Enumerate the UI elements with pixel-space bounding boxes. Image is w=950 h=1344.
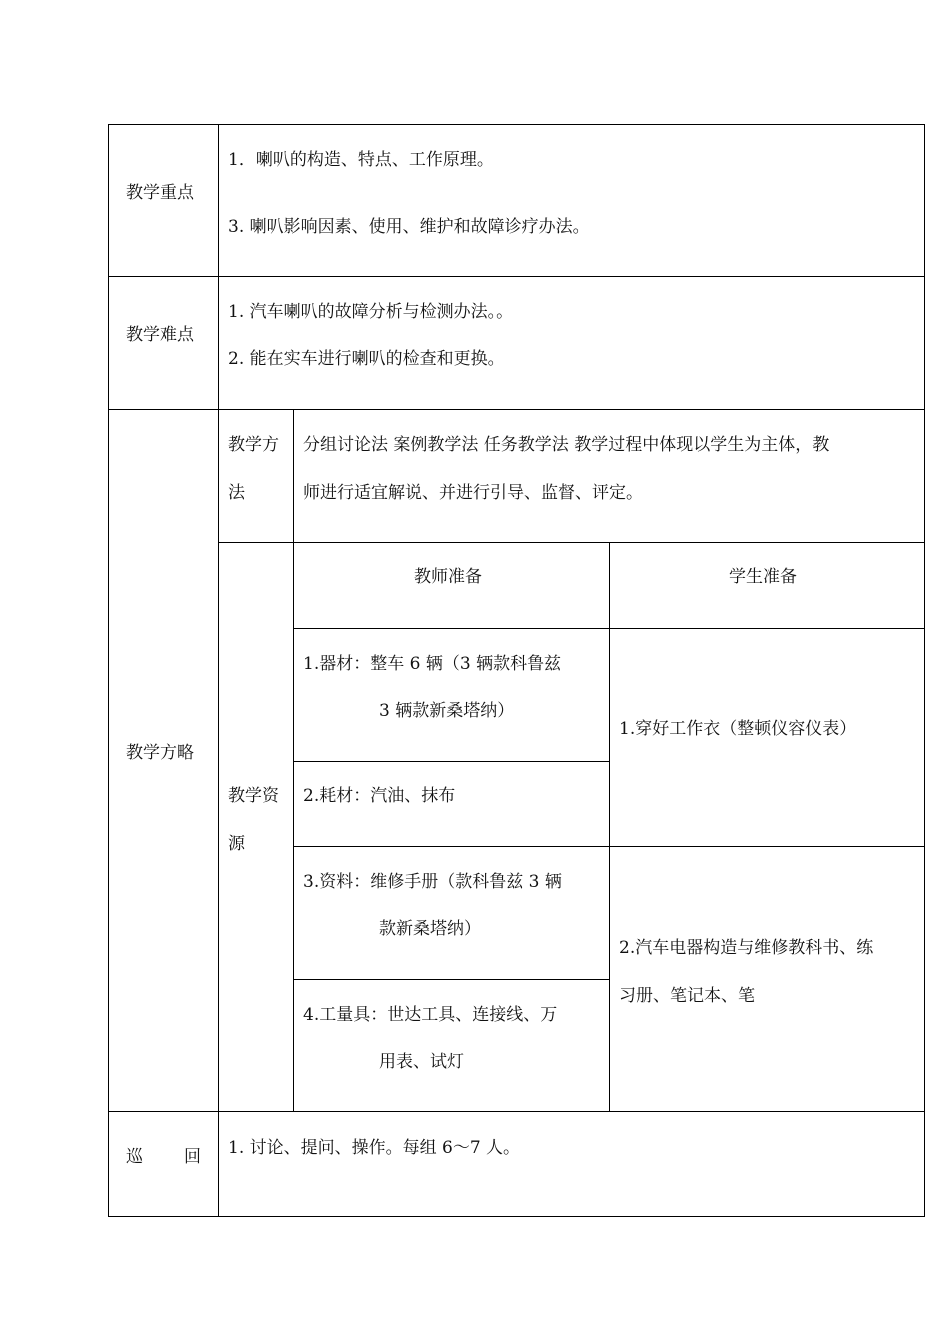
rule-after-strategy [108, 1111, 925, 1112]
rule-right [924, 124, 925, 1217]
teacher-item-4-line1: 4.工量具：世达工具、连接线、万 [303, 1005, 558, 1025]
key-point-item-2: 3. 喇叭影响因素、使用、维护和故障诊疗办法。 [228, 217, 590, 237]
teacher-item-1-line2: 3 辆款新桑塔纳） [379, 701, 515, 721]
resources-label-line2: 源 [228, 834, 245, 854]
student-prep-header: 学生准备 [729, 567, 797, 587]
lesson-plan-table [108, 124, 925, 1217]
difficult-points-label: 教学难点 [126, 325, 194, 345]
student-item-1-line1: 1.穿好工作衣（整顿仪容仪表） [619, 719, 857, 739]
rule-after-key-points [108, 276, 925, 277]
difficult-point-item-2: 2. 能在实车进行喇叭的检查和更换。 [228, 349, 505, 369]
method-text-line1: 分组讨论法 案例教学法 任务教学法 教学过程中体现以学生为主体，教 [303, 435, 830, 455]
student-item-2-line1: 2.汽车电器构造与维修教科书、练 [619, 938, 874, 958]
teacher-item-2-line1: 2.耗材：汽油、抹布 [303, 786, 456, 806]
rule-label-divider [218, 124, 219, 1217]
rule-after-difficult-points [108, 409, 925, 410]
rule-bottom [108, 1216, 925, 1217]
teacher-item-3-line2: 款新桑塔纳） [379, 919, 481, 939]
rule-top [108, 124, 925, 125]
rule-after-method [218, 542, 925, 543]
strategy-label: 教学方略 [126, 743, 194, 763]
teacher-item-1-line1: 1.器材：整车 6 辆（3 辆款科鲁兹 [303, 654, 562, 674]
rule-resource-divider [609, 542, 610, 1112]
key-point-item-1: 1．喇叭的构造、特点、工作原理。 [228, 150, 494, 170]
patrol-label-char2: 回 [184, 1147, 201, 1167]
rule-after-teacher-item-3 [293, 979, 609, 980]
patrol-label-char1: 巡 [126, 1147, 143, 1167]
patrol-text: 1. 讨论、提问、操作。每组 6～7 人。 [228, 1138, 521, 1158]
teacher-item-3-line1: 3.资料：维修手册（款科鲁兹 3 辆 [303, 872, 562, 892]
teacher-item-4-line2: 用表、试灯 [379, 1052, 464, 1072]
resources-label-line1: 教学资 [228, 786, 279, 806]
rule-left [108, 124, 109, 1217]
teacher-prep-header: 教师准备 [414, 567, 482, 587]
student-item-2-line2: 习册、笔记本、笔 [619, 986, 755, 1006]
key-points-label: 教学重点 [126, 183, 194, 203]
rule-after-teacher-item-1 [293, 761, 609, 762]
method-text-line2: 师进行适宜解说、并进行引导、监督、评定。 [303, 483, 643, 503]
method-label-line1: 教学方 [228, 435, 279, 455]
difficult-point-item-1: 1. 汽车喇叭的故障分析与检测办法。。 [228, 302, 514, 322]
method-label-line2: 法 [228, 483, 245, 503]
rule-sublabel-divider [293, 409, 294, 1112]
